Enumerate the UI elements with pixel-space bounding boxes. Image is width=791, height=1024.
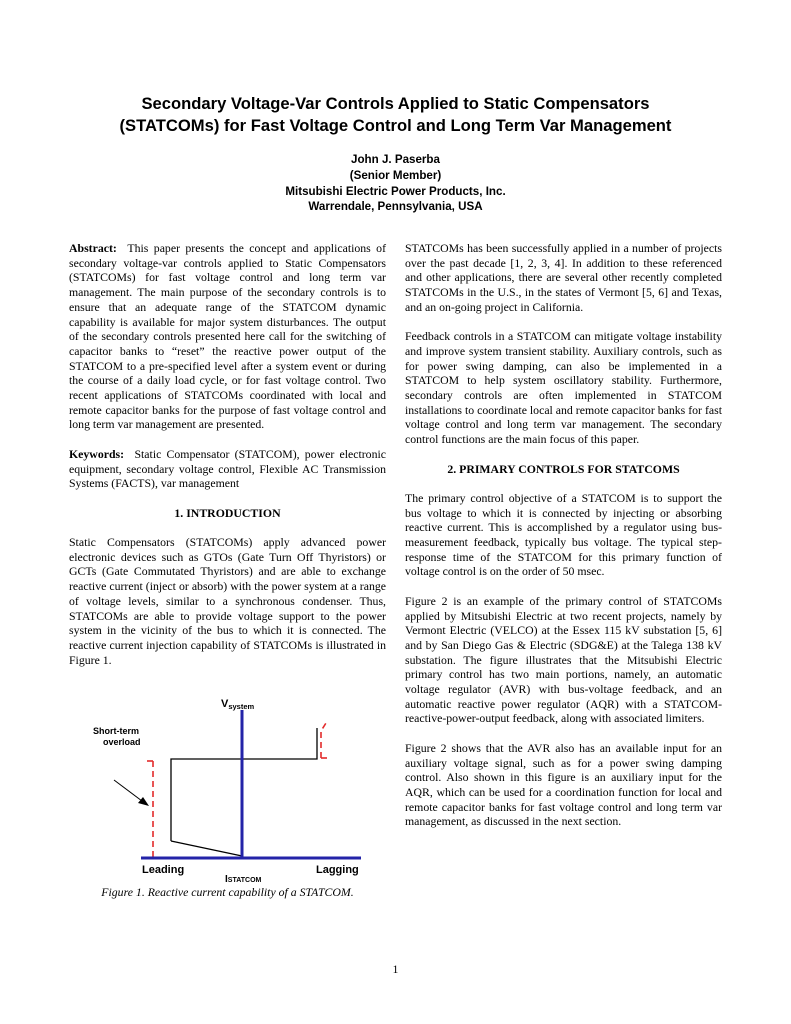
leading-label: Leading <box>142 864 185 876</box>
keywords-paragraph <box>69 447 386 491</box>
primary-controls-paragraph-3: Figure 2 shows that the AVR also has an available input for an auxiliary voltage signal, such as for a power swing damping control. Also shown in this figure is an auxiliary input for the AQR, which can be used for a coordination function for local and remote capacitor banks for fast voltage control and long term var management, as discussed in the next section. <box>405 740 722 829</box>
author-block <box>40 152 751 215</box>
capability-curve <box>171 728 317 841</box>
paper-title <box>40 93 751 137</box>
keywords-text: Static Compensator (STATCOM), power electronic equipment, secondary voltage control, Flexible AC Transmission Systems (FACTS), var management <box>69 446 386 491</box>
reactive-current-capability-chart <box>69 693 386 883</box>
figure-1-caption: Figure 1. Reactive current capability of a STATCOM. <box>101 885 354 899</box>
intro-paragraph-3: Feedback controls in a STATCOM can mitigate voltage instability and improve system transient stability. Auxiliary controls, such as for power swing damping, can also be implemented in a STATCOM to help system oscillatory stability. Furthermore, secondary controls are often implemented in STATCOM installations to coordinate local and remote capacitor banks for fast voltage control and long term var management. The secondary control functions are the main focus of this paper. <box>405 329 722 447</box>
section-2-heading: 2. PRIMARY CONTROLS FOR STATCOMS <box>447 461 680 476</box>
title-line-1: Secondary Voltage-Var Controls Applied to Static Compensators <box>141 94 650 113</box>
section-1-heading: 1. INTRODUCTION <box>174 505 281 520</box>
abstract-paragraph <box>69 241 386 432</box>
v-system-label: Vsystem <box>221 698 255 711</box>
title-line-2: (STATCOMs) for Fast Voltage Control and Long Term Var Management <box>119 116 672 135</box>
i-statcom-label: ISTATCOM <box>225 874 262 883</box>
left-column <box>69 241 386 682</box>
page-number: 1 <box>392 962 399 976</box>
primary-controls-paragraph-1: The primary control objective of a STATCOM is to support the bus voltage to which it is connected by injecting or absorbing reactive current. This is accomplished by a regulator using bus-measurement feedback, typically bus voltage. The typical step-response time of the STATCOM for this primary function of voltage control is on the order of 50 msec. <box>405 490 722 579</box>
primary-controls-paragraph-2: Figure 2 is an example of the primary control of STATCOMs applied by Mitsubishi Electric at two recent projects, namely by Vermont Electric (VELCO) at the Essex 115 kV substation [5, 6] and by San Diego Gas & Electric (SDG&E) at the Talega 138 kV substation. The figure illustrates that the Mitsubishi Electric primary control has two main portions, namely, an automatic voltage regulator (AVR) with bus-voltage feedback, and an automatic reactive power regulator (AQR) with a STATCOM-reactive-power-output feedback, along with associated limiters. <box>405 593 722 726</box>
figure-1 <box>69 693 386 883</box>
right-column <box>405 241 722 844</box>
capability-droop-line <box>171 841 242 856</box>
overload-arrow-line <box>114 780 142 801</box>
intro-paragraph-1: Static Compensators (STATCOMs) apply advanced power electronic devices such as GTOs (Gate Turn Off Thyristors) or GCTs (Gate Commutated Thyristors) and are able to exchange reactive current (inject or absorb) with the power system at a range of voltage levels, similar to a synchronous condenser. Thus, STATCOMs are able to provide voltage support to the power system in the vicinity of the bus to which it is connected. The reactive current injection capability of STATCOMs is illustrated in Figure 1. <box>69 535 386 667</box>
overload-label-line-1: Short-term <box>93 726 140 736</box>
abstract-text: This paper presents the concept and applications of secondary voltage-var controls applied to Static Compensators (STATCOMs) for fast voltage control and long term var management. The main purpose of the secondary controls is to ensure that an adequate range of the STATCOM dynamic capability is available for major system disturbances. The output of the secondary controls presented here call for the switching of capacitor banks to “reset” the reactive power output of the STATCOM to a pre-specified level after a system event or during the course of a daily load cycle, or for fast voltage control. Two recent applications of STATCOMs coordinated with local and remote capacitor banks for the purpose of fast voltage control and long term var management are presented. <box>69 241 386 432</box>
lagging-label: Lagging <box>316 864 359 876</box>
author-grade: (Senior Member) <box>349 168 442 182</box>
author-name: John J. Paserba <box>351 153 440 166</box>
right-overload-boundary <box>321 723 326 758</box>
overload-arrow-head <box>138 797 149 806</box>
author-location: Warrendale, Pennsylvania, USA <box>308 200 483 214</box>
intro-paragraph-2: STATCOMs has been successfully applied in a number of projects over the past decade [1, 2, 3, 4]. In addition to these referenced and other applications, there are several other recently completed STATCOMs in the U.S., in the states of Vermont [5, 6] and Texas, and an on-going project in California. <box>405 241 722 314</box>
abstract-label: Abstract: <box>69 241 117 255</box>
author-affiliation: Mitsubishi Electric Power Products, Inc. <box>285 184 506 198</box>
keywords-label: Keywords: <box>69 446 125 461</box>
overload-label-line-2: overload <box>103 737 141 747</box>
